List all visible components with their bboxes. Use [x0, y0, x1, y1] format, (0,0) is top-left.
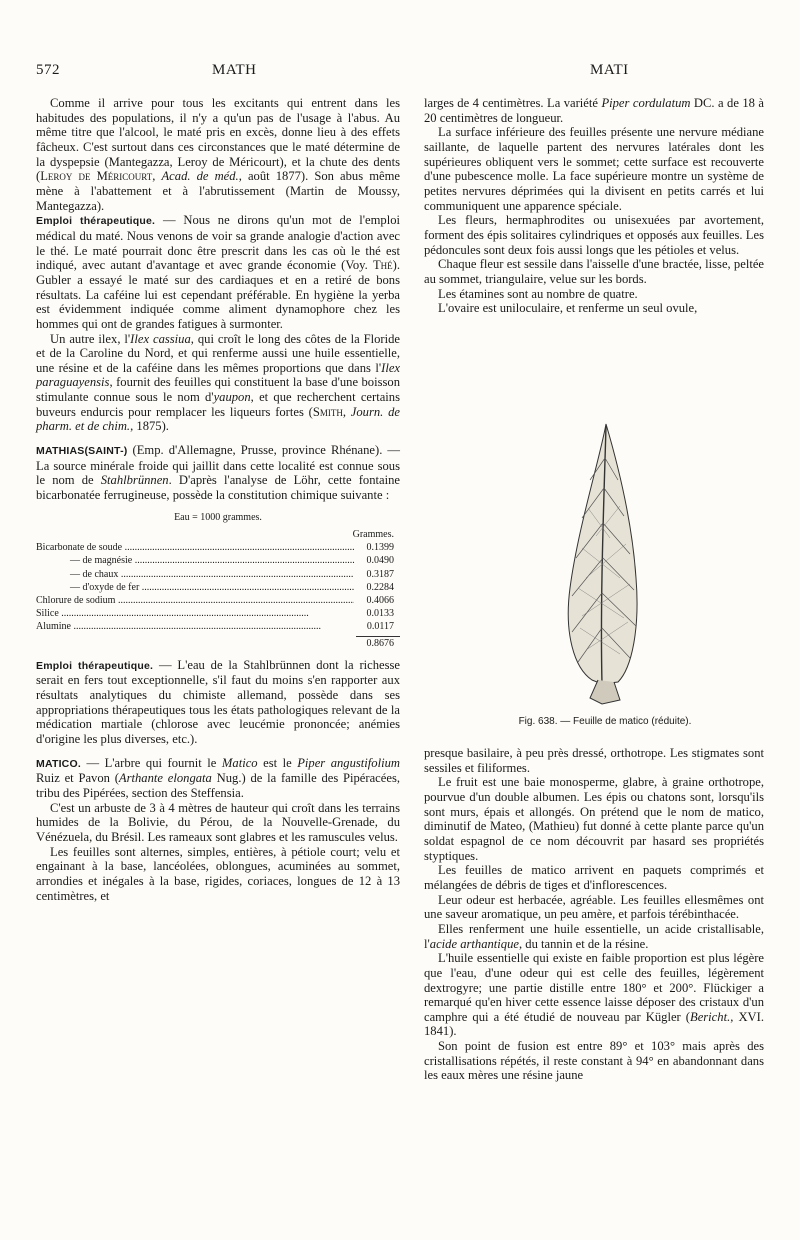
table-row: — de magnésie ..... 0.0490 — [36, 554, 400, 567]
paragraph-leaves: Les feuilles sont alternes, simples, entières, à pétiole court; velu et engainant à la base, lancéolées, oblongues, acuminées au sommet, arrondies et inégales à la base, rigides, coriaces, longues de 12 à 13 centimètres, et — [36, 844, 400, 903]
entry-heading-matico: MATICO. — [36, 757, 81, 770]
paragraph-odour: Leur odeur est herbacée, agréable. Les feuilles ellesmêmes ont une saveur aromatique, un peu amère, et parfois térébinthacée. — [424, 892, 764, 922]
paragraph-stamens: Les étamines sont au nombre de quatre. — [438, 286, 638, 301]
leaf-petiole — [590, 680, 620, 704]
table-row: — de chaux ..... 0.3187 — [36, 568, 400, 581]
table-row: Chlorure de sodium ..... 0.4066 — [36, 594, 400, 607]
right-column-top — [424, 96, 764, 316]
table-row: Bicarbonate de soude ..... 0.1399 — [36, 541, 400, 554]
table-total: 0.8676 — [36, 634, 400, 650]
paragraph-therapeutic-use: Emploi thérapeutique. — Nous ne dirons qu'un mot de l'emploi médical du maté. Nous venons de voir sa grande analogie d'action avec le thé. Le maté pourrait donc être prescrit dans les cas où le thé est indiqué, avec autant d'avantage et avec grande économie (Voy. Thé). Gubler a essayé le maté sur des cardiaques et en a retiré de bons résultats. La caféine lui est cependant préférable. En hygiène la yerba est évidemment indiquée comme aliment dynamophore chez les hommes qui ont de grandes fatigues à surmonter. — [36, 213, 400, 331]
table-caption: Eau = 1000 grammes. — [174, 511, 262, 523]
analysis-table — [36, 511, 400, 650]
paragraph-ovary: L'ovaire est uniloculaire, et renferme un seul ovule, — [438, 301, 698, 316]
table-row: — d'oxyde de fer ..... 0.2284 — [36, 581, 400, 594]
paragraph-flowers: Les fleurs, hermaphrodites ou unisexuées par avortement, forment des épis solitaires cylindriques et opposés aux feuilles. Les pédoncules sont deux fois aussi longs que les pétioles et velus. — [424, 213, 764, 257]
paragraph-stigmas: presque basilaire, à peu près dressé, orthotrope. Les stigmates sont sessiles et filiformes. — [424, 746, 764, 775]
table-unit: Grammes. — [352, 528, 394, 540]
left-column — [36, 96, 400, 903]
paragraph-bract: Chaque fleur est sessile dans l'aisselle d'une bractée, lisse, peltée au sommet, triangulaire, velue sur les bords. — [424, 257, 764, 286]
matico-leaf-illustration — [560, 418, 650, 708]
paragraph-fruit: Le fruit est une baie monosperme, glabre, à graine orthotrope, pourvue d'un double albumen. Les épis ou chatons sont, lorsqu'ils sont murs, épais et allongés. On prétend que le nom de matico, diminutif de Mateo, (Mathieu) fut donné à cette plante parce qu'un soldat espagnol de ce nom découvrit par hasard ses propriétés styptiques. — [424, 775, 764, 863]
right-running-head: MATI — [590, 62, 629, 78]
section-heading: Emploi thérapeutique. — [36, 659, 154, 672]
page-number: 572 — [36, 62, 60, 78]
paragraph-leaf-size: larges de 4 centimètres. La variété Piper cordulatum DC. a de 18 à 20 centimètres de longueur. — [424, 96, 764, 125]
left-running-head: MATH — [212, 62, 257, 78]
table-row: Silice ..... 0.0133 — [36, 607, 400, 620]
paragraph-mate-abuse: Comme il arrive pour tous les excitants qui entrent dans les habitudes des populations, il n'y a qu'un pas de l'usage à l'abus. Au même titre que l'alcool, le maté pris en excès, donne lieu à des effets fâcheux. C'est surtout dans ces circonstances que le maté détermine de la dyspepsie (Mantegazza, Leroy de Méricourt), et la chute des dents (Leroy de Méricourt, Acad. de méd., août 1877). Son abus même mène à l'abattement et à l'abrutissement (Martin de Moussy, Mantegazza). — [36, 96, 400, 213]
figure-caption: Fig. 638. — Feuille de matico (réduite). — [518, 716, 692, 727]
entry-mathias: MATHIAS(SAINT-) (Emp. d'Allemagne, Prusse, province Rhénane). — La source minérale froide qui jaillit dans cette localité est connue sous le nom de Stahlbrünnen. D'après l'analyse de Löhr, cette fontaine bicarbonatée ferrugineuse, possède la constitution chimique suivante : — [36, 443, 400, 503]
paragraph-shrub: C'est un arbuste de 3 à 4 mètres de hauteur qui croît dans les terrains humides de la Bolivie, du Pérou, de la Nouvelle-Grenade, du Vénézuela, du Brésil. Les rameaux sont glabres et les ramuscules velus. — [36, 800, 400, 844]
paragraph-composition: Elles renferment une huile essentielle, un acide cristallisable, l'acide arthantique, du tannin et de la résine. — [424, 921, 764, 951]
paragraph-fusion-point: Son point de fusion est entre 89° et 103° mais après des cristallisations répétés, il reste constant à 94° en abandonnant dans les eaux mères une résine jaune — [424, 1039, 764, 1083]
paragraph-stahlbrunnen-use: Emploi thérapeutique. — L'eau de la Stahlbrünnen dont la richesse serait en fers tout exceptionnelle, s'il faut du moins s'en rapporter aux résultats analytiques du chimiste allemand, possède dans ses appropriations thérapeutiques tous les états pathologiques relevant de la médication martiale (chlorose avec leucémie prononcée; anémies d'origine les plus diverses, etc.). — [36, 657, 401, 747]
entry-matico: MATICO. — L'arbre qui fournit le Matico est le Piper angustifolium Ruiz et Pavon (Arthante elongata Nug.) de la famille des Pipéracées, tribu des Pipérées, section des Steffensia. — [36, 755, 401, 800]
section-heading: Emploi thérapeutique. — [36, 215, 156, 228]
paragraph-essential-oil: L'huile essentielle qui existe en faible proportion est plus légère que l'eau, d'une odeur qui est celle des feuilles, légèrement dextrogyre; une partie distille entre 180° et 200°. Flückiger a remarqué qu'en hiver cette essence laisse déposer des cristaux d'un camphre qui a été étudié de nouveau par Kügler (Bericht., XVI. 1841). — [424, 951, 764, 1039]
paragraph-leaf-surface: La surface inférieure des feuilles présente une nervure médiane saillante, de laquelle partent des nervures latérales dont les supérieures obliquent vers le sommet; cette surface est recouverte d'une pubescence molle. La face supérieure montre un système de petites nervures déprimées qui la divisent en petits carrés et lui communiquent une apparence spéciale. — [424, 125, 764, 213]
paragraph-ilex: Un autre ilex, l'Ilex cassiua, qui croît le long des côtes de la Floride et de la Caroline du Nord, et qui renferme aussi une huile essentielle, une résine et de la caféine dans les mêmes proportions que dans l'Ilex paraguayensis, fournit des feuilles qui constituent la base d'une boisson stimulante connue sous le nom d'yaupon, et que recherchent certains buveurs endurcis pour remplacer les liqueurs fortes (Smith, Journ. de pharm. et de chim., 1875). — [36, 331, 400, 434]
entry-heading-mathias: MATHIAS(SAINT-) — [36, 445, 128, 458]
table-row: Alumine ..... 0.0117 — [36, 620, 400, 633]
right-column-bottom — [424, 746, 764, 1083]
paragraph-packets: Les feuilles de matico arrivent en paquets comprimés et mélangées de débris de tiges et d'inflorescences. — [424, 863, 764, 892]
